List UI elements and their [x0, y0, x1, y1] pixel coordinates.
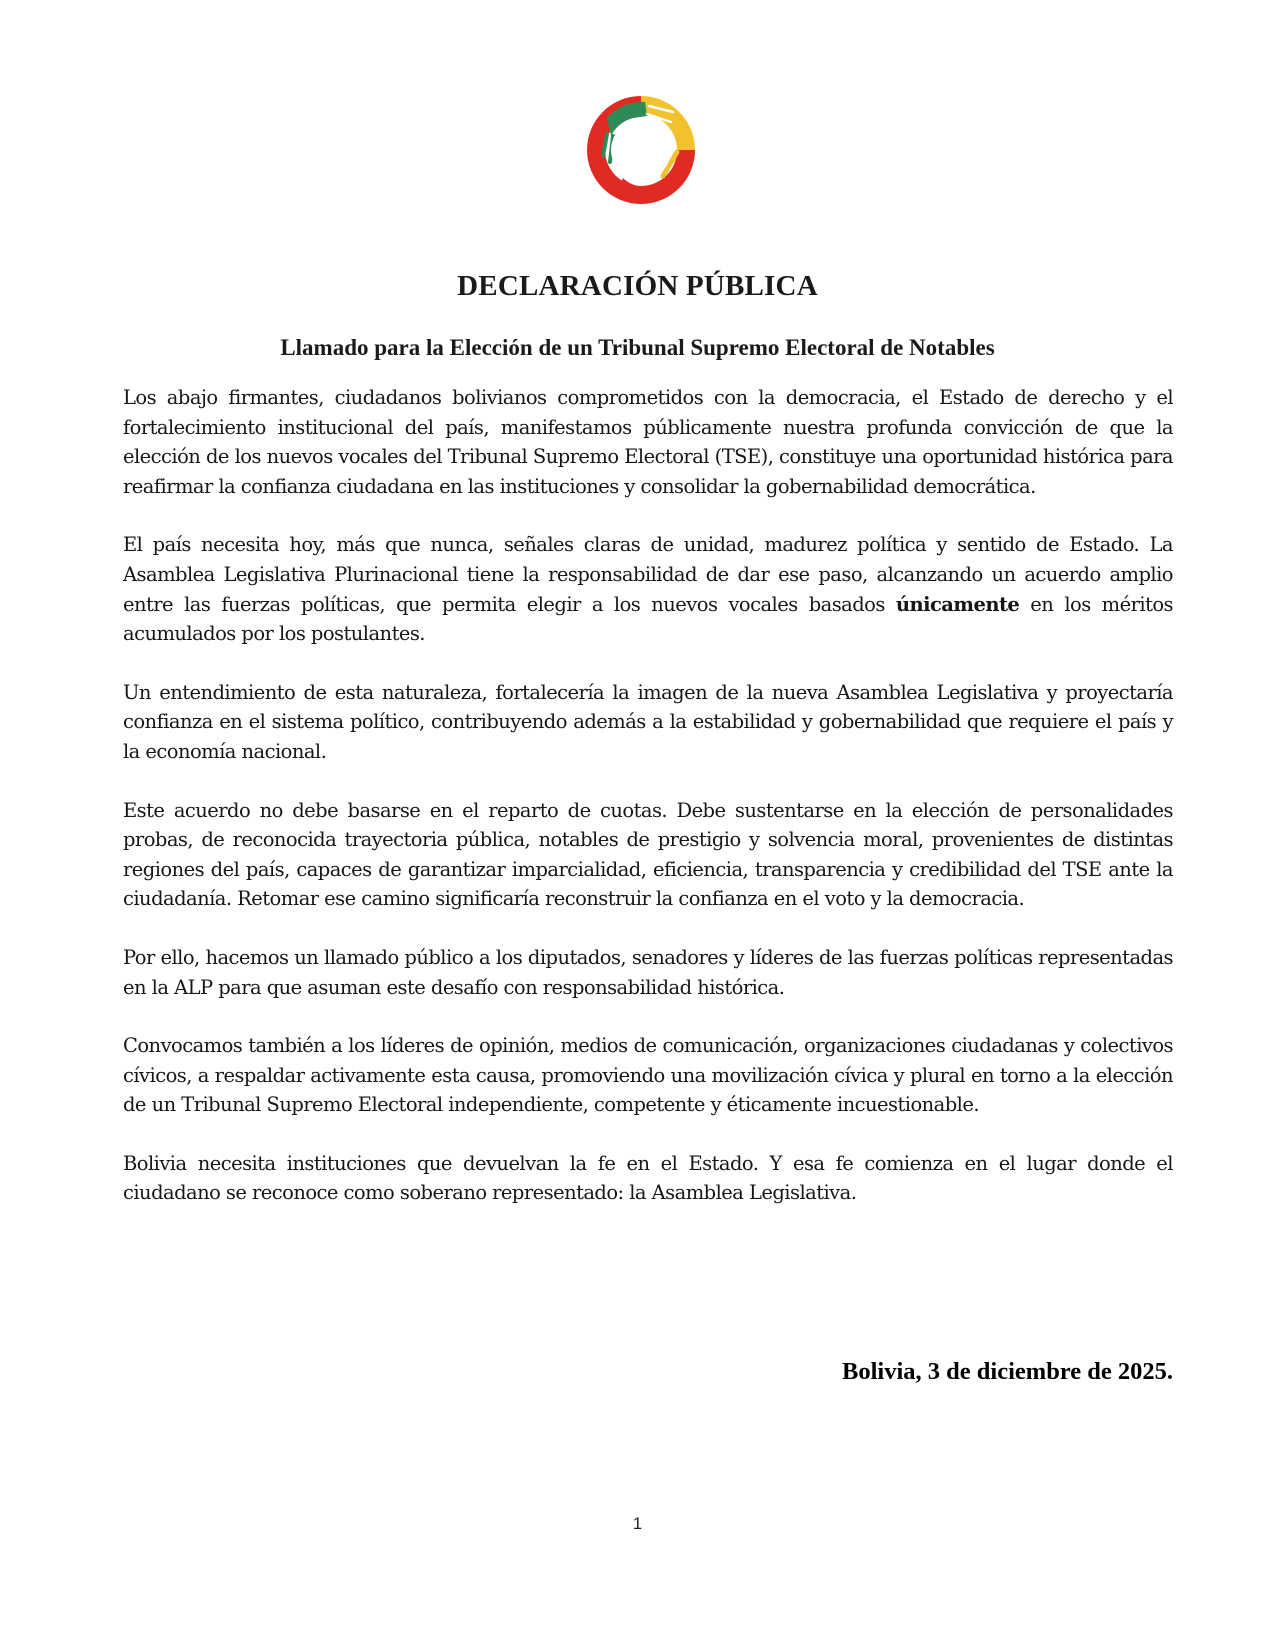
- page-number: 1: [632, 1514, 643, 1533]
- page-title: DECLARACIÓN PÚBLICA: [457, 270, 818, 302]
- paragraph-understanding: Un entendimiento de esta naturaleza, fortalecería la imagen de la nueva Asamblea Legislativa y proyectaría confianza en el sistema político, contribuyendo además a la estabilidad y gobernabilidad que requiere el país y la economía nacional.: [123, 680, 1173, 763]
- paragraph-text: El país necesita hoy, más que nunca, señales claras de unidad, madurez política y sentido de Estado. La Asamblea Legislativa Plurinacional tiene la responsabilidad de dar ese paso, alcanzando un acuerdo amplio entre las fuerzas políticas, que permita elegir a los nuevos vocales basados: [123, 533, 1173, 616]
- paragraph-call: Por ello, hacemos un llamado público a los diputados, senadores y líderes de las fuerzas políticas representadas en la ALP para que asuman este desafío con responsabilidad histórica.: [123, 945, 1173, 999]
- declaration-body: [123, 383, 1173, 1220]
- paragraph-intro: Los abajo firmantes, ciudadanos bolivianos comprometidos con la democracia, el Estado de derecho y el fortalecimiento institucional del país, manifestamos públicamente nuestra profunda convicción de que la elección de los nuevos vocales del Tribunal Supremo Electoral (TSE), constituye una oportunidad histórica para reafirmar la confianza ciudadana en las instituciones y consolidar la gobernabilidad democrática.: [123, 386, 1173, 498]
- hands-circle-logo-icon: [583, 92, 699, 208]
- paragraph-text: en los méritos acumulados por los postulantes.: [123, 592, 1173, 646]
- page-subtitle: Llamado para la Elección de un Tribunal Supremo Electoral de Notables: [280, 335, 995, 360]
- date-line: Bolivia, 3 de diciembre de 2025.: [842, 1358, 1173, 1385]
- paragraph-unity: [123, 530, 1173, 648]
- paragraph-convocation: Convocamos también a los líderes de opinión, medios de comunicación, organizaciones ciudadanas y colectivos cívicos, a respaldar activamente esta causa, promoviendo una movilización cívica y plural en torno a la elección de un Tribunal Supremo Electoral independiente, competente y éticamente incuestionable.: [123, 1034, 1173, 1117]
- emphasis-text: únicamente: [895, 592, 1020, 616]
- paragraph-closing: Bolivia necesita instituciones que devuelvan la fe en el Estado. Y esa fe comienza en el lugar donde el ciudadano se reconoce como soberano representado: la Asamblea Legislativa.: [123, 1151, 1173, 1205]
- paragraph-agreement: Este acuerdo no debe basarse en el reparto de cuotas. Debe sustentarse en la elección de personalidades probas, de reconocida trayectoria pública, notables de prestigio y solvencia moral, provenientes de distintas regiones del país, capaces de garantizar imparcialidad, eficiencia, transparencia y credibilidad del TSE ante la ciudadanía. Retomar ese camino significaría reconstruir la confianza en el voto y la democracia.: [123, 798, 1173, 911]
